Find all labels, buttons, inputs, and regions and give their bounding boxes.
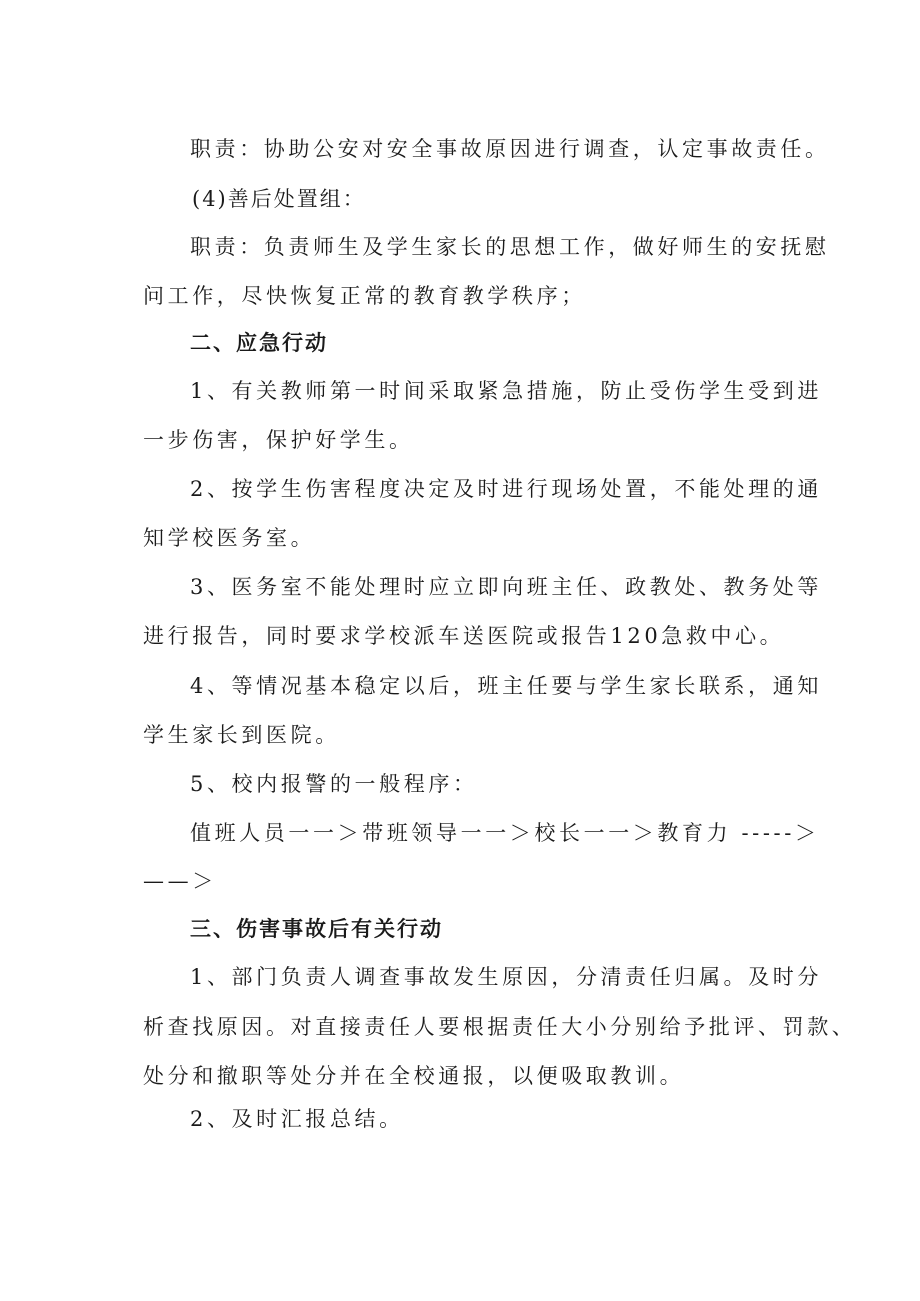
post-item-1-line-1: 1、部门负责人调查事故发生原因，分清责任归属。及时分 [190,965,822,989]
section-heading-emergency-action: 二、应急行动 [190,331,328,355]
action-item-2-line-2: 知学校医务室。 [143,526,316,550]
action-item-4-line-2: 学生家长到医院。 [143,723,340,747]
post-item-1-line-2: 析查找原因。对直接责任人要根据责任大小分别给予批评、罚款、 [143,1015,857,1039]
aftermath-duty-line-2: 问工作，尽快恢复正常的教育教学秩序； [143,284,586,308]
section-heading-post-incident: 三、伤害事故后有关行动 [190,917,443,941]
alarm-procedure-line-2: ——＞ [143,869,217,893]
duty-investigation-line: 职责：协助公安对安全事故原因进行调查，认定事故责任。 [190,137,830,161]
action-item-1-line-2: 一步伤害，保护好学生。 [143,428,414,452]
post-item-2-line: 2、及时汇报总结。 [190,1107,404,1131]
action-item-3-line-2: 进行报告，同时要求学校派车送医院或报告120急救中心。 [143,624,785,648]
action-item-1-line-1: 1、有关教师第一时间采取紧急措施，防止受伤学生受到进 [190,379,822,403]
action-item-4-line-1: 4、等情况基本稳定以后，班主任要与学生家长联系，通知 [190,674,822,698]
alarm-procedure-line-1: 值班人员一一＞带班领导一一＞校长一一＞教育力 -----＞ [190,821,820,845]
action-item-3-line-1: 3、医务室不能处理时应立即向班主任、政教处、教务处等 [190,575,822,599]
aftermath-duty-line-1: 职责：负责师生及学生家长的思想工作，做好师生的安抚慰 [190,235,830,259]
aftermath-group-heading: (4)善后处置组： [192,187,366,211]
action-item-5-line: 5、校内报警的一般程序： [190,772,478,796]
action-item-2-line-1: 2、按学生伤害程度决定及时进行现场处置，不能处理的通 [190,477,822,501]
post-item-1-line-3: 处分和撤职等处分并在全校通报，以便吸取教训。 [143,1064,685,1088]
